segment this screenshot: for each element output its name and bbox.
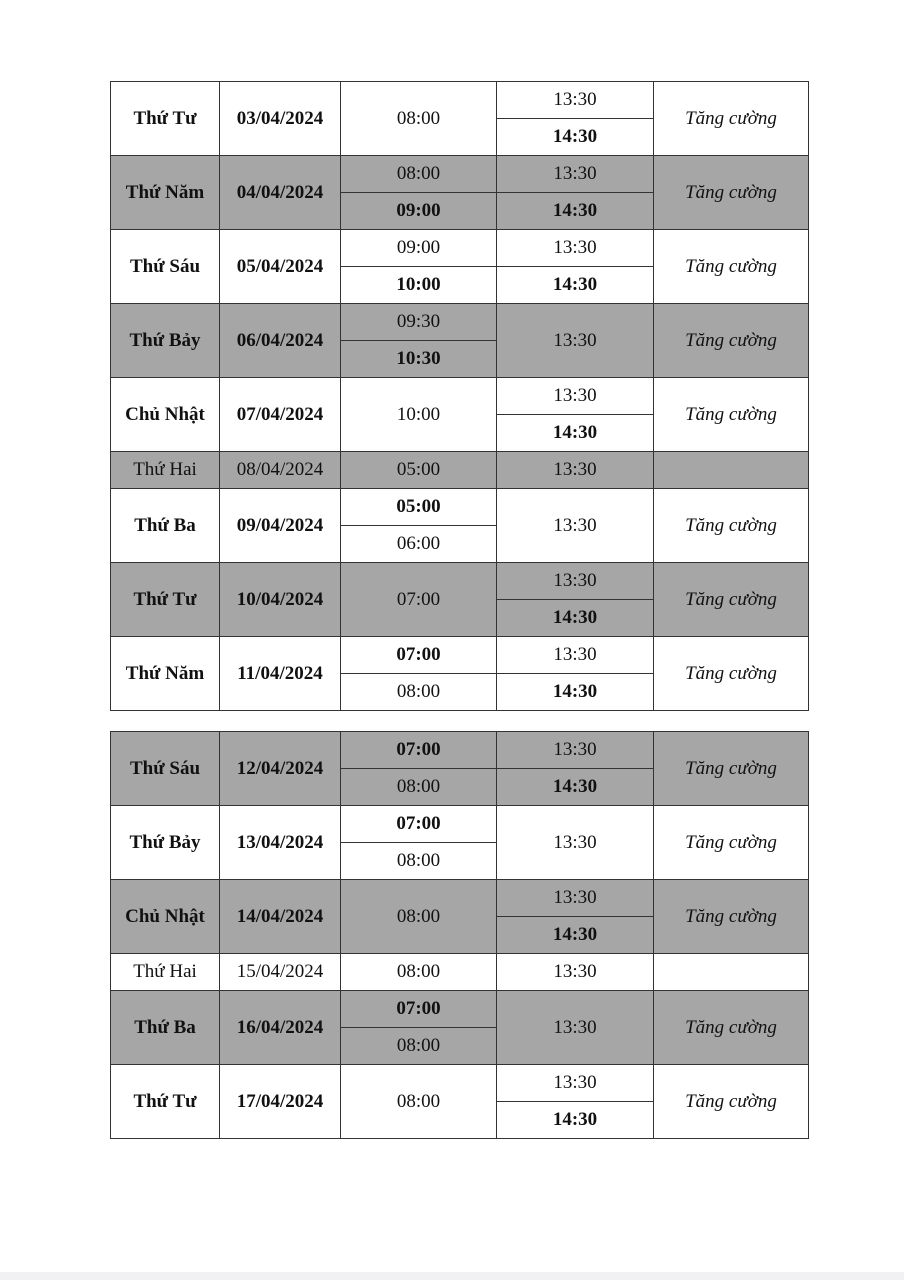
page-bottom-band <box>0 1272 904 1280</box>
day-cell: Thứ Năm <box>111 637 220 711</box>
note-cell <box>654 954 809 991</box>
afternoon-time-cell: 13:30 <box>497 452 654 489</box>
day-cell: Thứ Ba <box>111 489 220 563</box>
schedule-table-2-body <box>111 732 809 1139</box>
note-cell: Tăng cường <box>654 732 809 806</box>
table-row <box>111 230 809 267</box>
morning-time-cell: 05:00 <box>341 452 497 489</box>
afternoon-time-cell: 14:30 <box>497 769 654 806</box>
afternoon-time-cell: 13:30 <box>497 806 654 880</box>
afternoon-time-cell: 14:30 <box>497 415 654 452</box>
morning-time-cell: 08:00 <box>341 674 497 711</box>
day-cell: Thứ Sáu <box>111 732 220 806</box>
date-cell: 08/04/2024 <box>220 452 341 489</box>
morning-time-cell: 10:00 <box>341 267 497 304</box>
table-row <box>111 82 809 119</box>
date-cell: 11/04/2024 <box>220 637 341 711</box>
table-row <box>111 991 809 1028</box>
note-cell: Tăng cường <box>654 991 809 1065</box>
day-cell: Thứ Bảy <box>111 806 220 880</box>
date-cell: 14/04/2024 <box>220 880 341 954</box>
morning-time-cell: 07:00 <box>341 637 497 674</box>
day-cell: Chủ Nhật <box>111 880 220 954</box>
note-cell <box>654 452 809 489</box>
afternoon-time-cell: 13:30 <box>497 991 654 1065</box>
afternoon-time-cell: 13:30 <box>497 954 654 991</box>
morning-time-cell: 09:30 <box>341 304 497 341</box>
note-cell: Tăng cường <box>654 304 809 378</box>
table-row <box>111 489 809 526</box>
date-cell: 03/04/2024 <box>220 82 341 156</box>
note-cell: Tăng cường <box>654 806 809 880</box>
note-cell: Tăng cường <box>654 156 809 230</box>
morning-time-cell: 08:00 <box>341 880 497 954</box>
afternoon-time-cell: 13:30 <box>497 304 654 378</box>
day-cell: Thứ Sáu <box>111 230 220 304</box>
morning-time-cell: 08:00 <box>341 954 497 991</box>
day-cell: Thứ Ba <box>111 991 220 1065</box>
morning-time-cell: 08:00 <box>341 156 497 193</box>
date-cell: 17/04/2024 <box>220 1065 341 1139</box>
table-row <box>111 880 809 917</box>
table-row <box>111 806 809 843</box>
day-cell: Thứ Hai <box>111 954 220 991</box>
morning-time-cell: 06:00 <box>341 526 497 563</box>
morning-time-cell: 08:00 <box>341 1065 497 1139</box>
date-cell: 15/04/2024 <box>220 954 341 991</box>
morning-time-cell: 07:00 <box>341 991 497 1028</box>
day-cell: Thứ Tư <box>111 563 220 637</box>
note-cell: Tăng cường <box>654 563 809 637</box>
afternoon-time-cell: 14:30 <box>497 600 654 637</box>
afternoon-time-cell: 13:30 <box>497 489 654 563</box>
table-row <box>111 637 809 674</box>
note-cell: Tăng cường <box>654 880 809 954</box>
table-row <box>111 304 809 341</box>
afternoon-time-cell: 13:30 <box>497 378 654 415</box>
morning-time-cell: 08:00 <box>341 82 497 156</box>
date-cell: 12/04/2024 <box>220 732 341 806</box>
table-row <box>111 563 809 600</box>
afternoon-time-cell: 14:30 <box>497 119 654 156</box>
schedule-table-1 <box>110 81 809 711</box>
afternoon-time-cell: 13:30 <box>497 230 654 267</box>
afternoon-time-cell: 13:30 <box>497 156 654 193</box>
afternoon-time-cell: 13:30 <box>497 732 654 769</box>
table-row <box>111 732 809 769</box>
morning-time-cell: 08:00 <box>341 1028 497 1065</box>
afternoon-time-cell: 14:30 <box>497 674 654 711</box>
afternoon-time-cell: 13:30 <box>497 1065 654 1102</box>
note-cell: Tăng cường <box>654 489 809 563</box>
afternoon-time-cell: 13:30 <box>497 82 654 119</box>
morning-time-cell: 07:00 <box>341 563 497 637</box>
table-row <box>111 1065 809 1102</box>
note-cell: Tăng cường <box>654 378 809 452</box>
note-cell: Tăng cường <box>654 1065 809 1139</box>
afternoon-time-cell: 13:30 <box>497 563 654 600</box>
note-cell: Tăng cường <box>654 637 809 711</box>
date-cell: 05/04/2024 <box>220 230 341 304</box>
morning-time-cell: 08:00 <box>341 843 497 880</box>
date-cell: 13/04/2024 <box>220 806 341 880</box>
morning-time-cell: 07:00 <box>341 732 497 769</box>
table-row <box>111 378 809 415</box>
morning-time-cell: 07:00 <box>341 806 497 843</box>
schedule-table-2 <box>110 731 809 1139</box>
day-cell: Thứ Hai <box>111 452 220 489</box>
note-cell: Tăng cường <box>654 82 809 156</box>
morning-time-cell: 08:00 <box>341 769 497 806</box>
schedule-table-1-body <box>111 82 809 711</box>
morning-time-cell: 09:00 <box>341 193 497 230</box>
morning-time-cell: 05:00 <box>341 489 497 526</box>
date-cell: 04/04/2024 <box>220 156 341 230</box>
date-cell: 06/04/2024 <box>220 304 341 378</box>
note-cell: Tăng cường <box>654 230 809 304</box>
afternoon-time-cell: 14:30 <box>497 917 654 954</box>
date-cell: 09/04/2024 <box>220 489 341 563</box>
afternoon-time-cell: 14:30 <box>497 1102 654 1139</box>
afternoon-time-cell: 13:30 <box>497 880 654 917</box>
date-cell: 16/04/2024 <box>220 991 341 1065</box>
day-cell: Chủ Nhật <box>111 378 220 452</box>
table-row <box>111 156 809 193</box>
table-row <box>111 954 809 991</box>
date-cell: 10/04/2024 <box>220 563 341 637</box>
day-cell: Thứ Tư <box>111 82 220 156</box>
afternoon-time-cell: 13:30 <box>497 637 654 674</box>
day-cell: Thứ Năm <box>111 156 220 230</box>
date-cell: 07/04/2024 <box>220 378 341 452</box>
table-row <box>111 452 809 489</box>
day-cell: Thứ Tư <box>111 1065 220 1139</box>
afternoon-time-cell: 14:30 <box>497 193 654 230</box>
morning-time-cell: 10:30 <box>341 341 497 378</box>
afternoon-time-cell: 14:30 <box>497 267 654 304</box>
morning-time-cell: 10:00 <box>341 378 497 452</box>
day-cell: Thứ Bảy <box>111 304 220 378</box>
morning-time-cell: 09:00 <box>341 230 497 267</box>
